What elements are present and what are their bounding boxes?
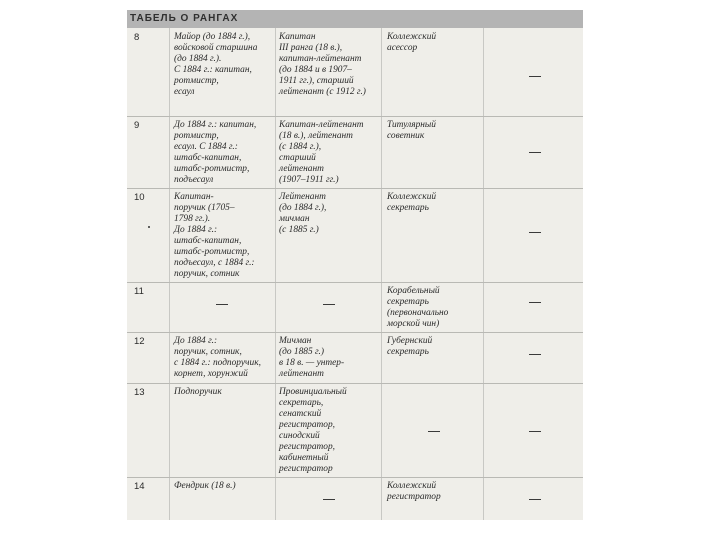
civil-rank-cell: Губернский секретарь	[387, 336, 433, 357]
civil-rank-cell: Коллежский регистратор	[387, 481, 441, 502]
rank-number: 11	[134, 286, 144, 297]
rank-number: 14	[134, 481, 145, 492]
table-row	[127, 383, 583, 477]
table-header-band	[127, 10, 583, 28]
navy-rank-cell: Капитан-лейтенант (18 в.), лейтенант (с 1884 г.), старший лейтенант (1907–1911 гг.)	[279, 120, 364, 185]
navy-rank-empty-dash	[323, 499, 335, 500]
rank-number: 10	[134, 192, 145, 203]
army-rank-cell: Фендрик (18 в.)	[174, 481, 236, 491]
navy-rank-cell: Лейтенант (до 1884 г.), мичман (с 1885 г.)	[279, 192, 327, 235]
table-row	[127, 477, 583, 520]
army-rank-cell: Подпоручик	[174, 387, 222, 397]
civil-rank-cell: Титулярный советник	[387, 120, 436, 141]
table-title: ТАБЕЛЬ О РАНГАХ	[130, 13, 239, 24]
army-rank-cell: Капитан- поручик (1705– 1798 гг.). До 1884 г.: штабс-капитан, штабс-ротмистр, подъесаул, с 1884 г.: поручик, сотник	[174, 192, 255, 279]
court-rank-empty-dash	[529, 232, 541, 233]
court-rank-empty-dash	[529, 76, 541, 77]
table-row	[127, 116, 583, 188]
rank-number: 8	[134, 32, 140, 43]
navy-rank-cell: Провинциальный секретарь, сенатский регистратор, синодский регистратор, кабинетный регистратор	[279, 387, 347, 474]
scan-speck	[148, 226, 150, 228]
rank-number: 12	[134, 336, 145, 347]
table-row	[127, 282, 583, 332]
rank-number: 13	[134, 387, 145, 398]
civil-rank-cell: Коллежский секретарь	[387, 192, 437, 213]
court-rank-empty-dash	[529, 431, 541, 432]
table-row	[127, 188, 583, 282]
court-rank-empty-dash	[529, 152, 541, 153]
ranks-table	[127, 28, 583, 520]
civil-rank-empty-dash	[428, 431, 440, 432]
army-rank-cell: До 1884 г.: капитан, ротмистр, есаул. С 1884 г.: штабс-капитан, штабс-ротмистр, подъесаул	[174, 120, 257, 185]
army-rank-empty-dash	[216, 304, 228, 305]
navy-rank-cell: Мичман (до 1885 г.) в 18 в. — унтер- лейтенант	[279, 336, 345, 379]
navy-rank-cell: Капитан III ранга (18 в.), капитан-лейтенант (до 1884 и в 1907– 1911 гг.), старший лейтенант (с 1912 г.)	[279, 32, 366, 97]
scanned-table-page	[127, 10, 583, 520]
navy-rank-empty-dash	[323, 304, 335, 305]
court-rank-empty-dash	[529, 354, 541, 355]
court-rank-empty-dash	[529, 302, 541, 303]
army-rank-cell: Майор (до 1884 г.), войсковой старшина (до 1884 г.). С 1884 г.: капитан, ротмистр, есаул	[174, 32, 258, 97]
court-rank-empty-dash	[529, 499, 541, 500]
army-rank-cell: До 1884 г.: поручик, сотник, с 1884 г.: подпоручик, корнет, хорунжий	[174, 336, 261, 379]
rank-number: 9	[134, 120, 140, 131]
table-row	[127, 332, 583, 383]
civil-rank-cell: Корабельный секретарь (первоначально морской чин)	[387, 286, 449, 329]
table-row	[127, 28, 583, 116]
civil-rank-cell: Коллежский асессор	[387, 32, 437, 53]
